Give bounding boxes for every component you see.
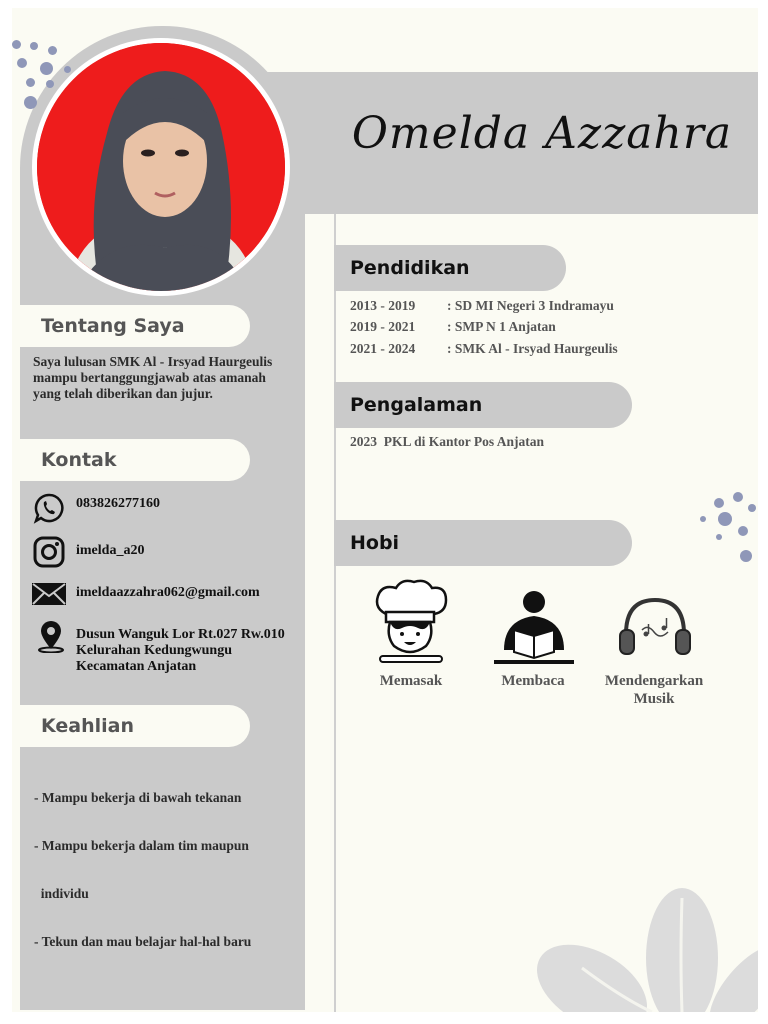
skills-list: - Mampu bekerja di bawah tekanan - Mampu bekerja dalam tim maupun individu - Tekun dan mau belajar hal-hal baru: [34, 790, 252, 949]
address-text: Dusun Wanguk Lor Rt.027 Rw.010 Kelurahan Kedungwungu Kecamatan Anjatan: [76, 627, 285, 674]
contact-heading: Kontak: [20, 439, 250, 481]
location-pin-icon: [36, 618, 66, 654]
education-row: 2013 - 2019 : SD MI Negeri 3 Indramayu: [350, 298, 614, 313]
chef-icon: [372, 578, 450, 666]
hobby-label-music: Mendengarkan Musik: [604, 673, 704, 707]
headphones-icon: [618, 594, 692, 658]
reading-icon: [494, 590, 574, 666]
email-icon: [31, 578, 67, 610]
person-name: Omelda Azzahra: [351, 108, 733, 159]
email-text: imeldaazzahra062@gmail.com: [76, 585, 260, 600]
instagram-text: imelda_a20: [76, 543, 145, 558]
about-heading: Tentang Saya: [20, 305, 250, 347]
hobbies-heading: Hobi: [334, 520, 632, 566]
experience-heading: Pengalaman: [334, 382, 632, 428]
resume-page: [12, 8, 758, 1012]
divider-line: [334, 214, 336, 1012]
column-gap: [305, 214, 331, 1012]
profile-photo: [32, 38, 290, 296]
education-row: 2019 - 2021 : SMP N 1 Anjatan: [350, 319, 556, 334]
education-heading: Pendidikan: [334, 245, 566, 291]
portrait-illustration: [37, 43, 285, 291]
decorative-leaves: [532, 888, 758, 1012]
hobby-label-reading: Membaca: [501, 673, 565, 689]
hobby-label-cooking: Memasak: [379, 673, 443, 689]
about-text: Saya lulusan SMK Al - Irsyad Haurgeulis mampu bertanggungjawab atas amanah yang telah diberikan dan jujur.: [33, 354, 273, 401]
skills-heading: Keahlian: [20, 705, 250, 747]
experience-entry: 2023 PKL di Kantor Pos Anjatan: [350, 434, 545, 449]
phone-text: 083826277160: [76, 496, 160, 511]
whatsapp-icon: [33, 492, 65, 524]
education-row: 2021 - 2024 : SMK Al - Irsyad Haurgeulis: [350, 341, 618, 356]
instagram-icon: [33, 536, 65, 568]
